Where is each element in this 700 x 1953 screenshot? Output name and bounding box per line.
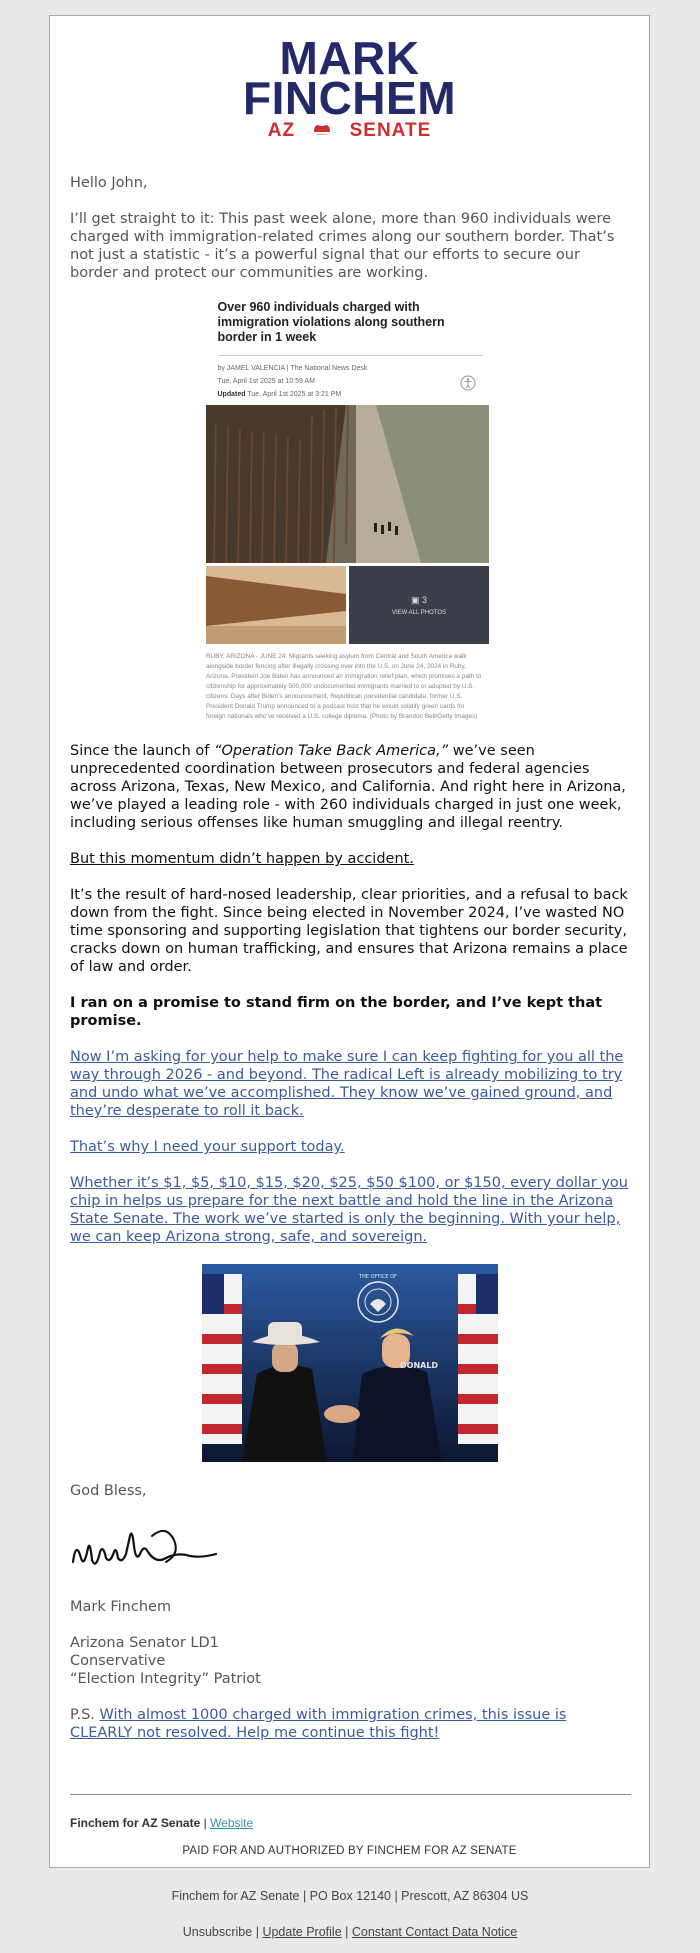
news-date: Tue, April 1st 2025 at 10:59 AM bbox=[217, 378, 315, 385]
operation-prefix: Since the launch of bbox=[70, 743, 214, 759]
footer-organization bbox=[70, 1816, 253, 1830]
gallery-icon: ▣ 3 bbox=[410, 594, 428, 605]
logo-senate: SENATE bbox=[349, 120, 432, 142]
ps-label: P.S. bbox=[70, 1707, 95, 1723]
email-card bbox=[49, 15, 650, 1868]
flag-right bbox=[458, 1274, 498, 1444]
handwritten-signature bbox=[70, 1518, 629, 1580]
title-line-2: Conservative bbox=[70, 1653, 166, 1669]
website-link[interactable]: Website bbox=[210, 1816, 254, 1830]
logo-line-az-senate bbox=[50, 119, 649, 143]
links-separator-1: | bbox=[255, 1925, 259, 1939]
fence-thumbnail[interactable] bbox=[206, 566, 346, 644]
photo-thumbnails bbox=[206, 566, 493, 644]
border-wall-photo bbox=[206, 405, 489, 563]
signer-titles bbox=[70, 1634, 629, 1688]
footer-divider bbox=[70, 1794, 631, 1795]
operation-name: “Operation Take Back America,” bbox=[213, 743, 449, 759]
signer-name: Mark Finchem bbox=[70, 1599, 172, 1615]
news-updated-date: Tue, April 1st 2025 at 3:21 PM bbox=[247, 391, 342, 398]
mailing-address: Finchem for AZ Senate | PO Box 12140 | Prescott, AZ 86304 US bbox=[171, 1889, 529, 1903]
news-divider bbox=[218, 355, 482, 356]
news-updated-label: Updated bbox=[217, 391, 246, 398]
paid-for-disclaimer: PAID FOR AND AUTHORIZED BY FINCHEM FOR AZ SENATE bbox=[182, 1845, 517, 1857]
unsubscribe-link[interactable]: Unsubscribe bbox=[182, 1925, 253, 1939]
flag-left bbox=[202, 1274, 242, 1444]
donate-link-2[interactable]: That’s why I need your support today. bbox=[70, 1139, 345, 1155]
greeting: Hello John, bbox=[70, 175, 148, 191]
view-all-label: VIEW ALL PHOTOS bbox=[391, 609, 447, 616]
donate-link-1[interactable]: Now I’m asking for your help to make sure I can keep fighting for you all the way through 2026 - and beyond. The radical Left is already mobilizing to try and undo what we’ve accomplished. They know we’ve gained ground, and they’re desperate to roll it back. bbox=[70, 1049, 624, 1119]
logo-line-mark: MARK bbox=[279, 32, 420, 84]
news-date-row bbox=[218, 375, 482, 388]
campaign-logo bbox=[50, 32, 649, 146]
news-byline: by JAMEL VALENCIA | The National News Desk bbox=[217, 365, 368, 372]
donate-link-3[interactable]: Whether it’s $1, $5, $10, $15, $20, $25, $50 $100, or $150, every dollar you chip in helps us prepare for the next battle and hold the line in the Arizona State Senate. The work we’ve started is only the beginning. With your help, we can keep Arizona strong, safe, and sovereign. bbox=[70, 1175, 628, 1245]
ps-donate-link[interactable]: With almost 1000 charged with immigration crimes, this issue is CLEARLY not resolved. Help me continue this fight! bbox=[70, 1707, 567, 1741]
logo-line-finchem: FINCHEM bbox=[242, 72, 457, 124]
leadership-paragraph: It’s the result of hard-nosed leadership, clear priorities, and a refusal to back down from the fight. Since being elected in November 2024, I’ve wasted NO time sponsoring and supporting legislation that tightens our border security, cracks down on human trafficking, and ensures that Arizona remains a place of law and order. bbox=[70, 887, 628, 975]
intro-paragraph: I’ll get straight to it: This past week alone, more than 960 individuals were charged with immigration-related crimes along our southern border. That’s not just a statistic - it’s a powerful signal that our efforts to secure our border and protect our communities are working. bbox=[70, 211, 615, 281]
news-updated bbox=[218, 388, 482, 401]
links-separator-2: | bbox=[345, 1925, 349, 1939]
logo-az: AZ bbox=[267, 120, 296, 142]
title-line-1: Arizona Senator LD1 bbox=[70, 1635, 219, 1651]
momentum-line: But this momentum didn’t happen by accident. bbox=[70, 851, 414, 867]
data-notice-link[interactable]: Constant Contact Data Notice bbox=[351, 1925, 518, 1939]
operation-paragraph bbox=[70, 742, 629, 832]
accessibility-icon bbox=[460, 375, 476, 396]
photo-seal-text: THE OFFICE OF bbox=[358, 1274, 397, 1280]
news-headline: Over 960 individuals charged with immigration violations along southern border in 1 week bbox=[217, 300, 445, 344]
footer-org-name: Finchem for AZ Senate bbox=[70, 1816, 201, 1830]
email-preferences bbox=[0, 1925, 700, 1939]
cowboy-hat-icon bbox=[305, 119, 339, 143]
operation-rest: we’ve seen unprecedented coordination between prosecutors and federal agencies across Arizona, Texas, New Mexico, and California. And right here in Arizona, we’ve played a leading role - with 260 individuals charged in just one week, including serious offenses like human smuggling and illegal reentry. bbox=[70, 743, 626, 831]
handshake-photo bbox=[202, 1264, 498, 1462]
promise-line: I ran on a promise to stand firm on the border, and I’ve kept that promise. bbox=[70, 995, 603, 1029]
footer-separator: | bbox=[203, 1816, 207, 1830]
news-screenshot bbox=[206, 300, 493, 722]
postscript bbox=[70, 1706, 629, 1742]
update-profile-link[interactable]: Update Profile bbox=[262, 1925, 342, 1939]
title-line-3: “Election Integrity” Patriot bbox=[70, 1671, 261, 1687]
view-all-photos-button[interactable] bbox=[349, 566, 489, 644]
photo-caption: RUBY, ARIZONA - JUNE 24: Migrants seeking asylum from Central and South America walk alongside border fencing after illegally crossing over into the U.S. on June 24, 2024 in Ruby, Arizona. President Joe Biden has announced an immigration relief plan, which promises a path to citizenship for approximately 500,000 undocumented immigrants married to or adopted by U.S. citizens. Days after Biden’s announcement, Republican presidential candidate, former U.S. President Donald Trump announced to a podcast host that he would solidify green cards for foreign nationals who’ve received a U.S. college diploma. (Photo by Brandon Bell/Getty Images) bbox=[206, 653, 482, 720]
closing: God Bless, bbox=[70, 1483, 147, 1499]
photo-count: 3 bbox=[422, 594, 428, 605]
photo-backdrop-name: DONALD bbox=[399, 1361, 438, 1370]
